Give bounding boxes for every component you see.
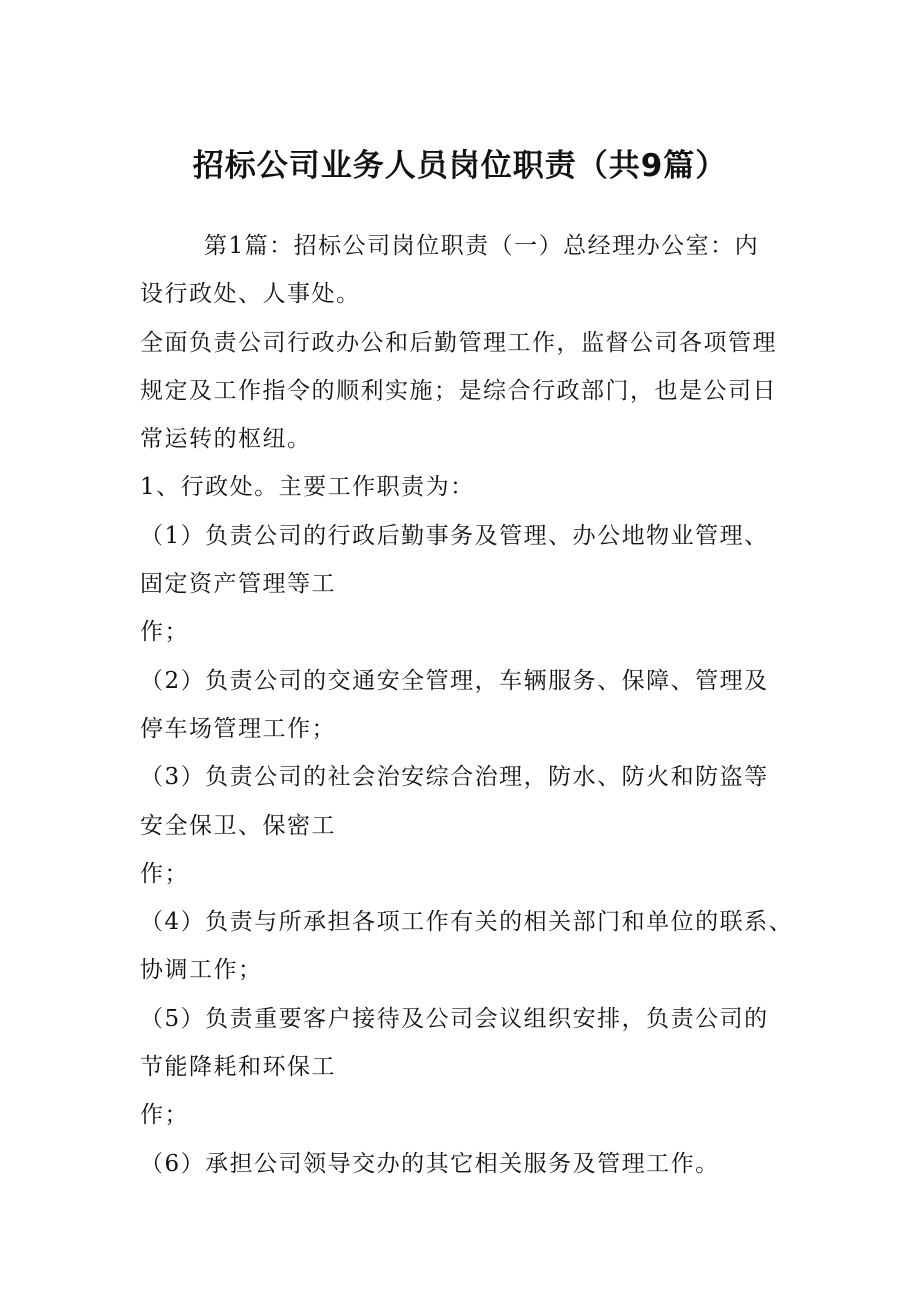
page-title: 招标公司业务人员岗位职责（共9篇）: [192, 148, 728, 184]
paragraph-line: 第1篇：招标公司岗位职责（一）总经理办公室：内: [204, 233, 760, 259]
list-item-line: （6）承担公司领导交办的其它相关服务及管理工作。: [140, 1150, 720, 1177]
section-heading-line: 1、行政处。主要工作职责为：: [140, 474, 475, 501]
list-item-line: 停车场管理工作；: [140, 715, 336, 742]
list-item-line: （5）负责重要客户接待及公司会议组织安排，负责公司的: [140, 1005, 769, 1032]
paragraph-line: 常运转的枢纽。: [140, 426, 312, 453]
list-item-line: 协调工作；: [140, 957, 263, 984]
list-item-line: 节能降耗和环保工: [140, 1054, 336, 1081]
list-item-line: （2）负责公司的交通安全管理，车辆服务、保障、管理及: [140, 667, 769, 694]
list-item-line: （1）负责公司的行政后勤事务及管理、办公地物业管理、: [140, 522, 769, 549]
list-item-line: 固定资产管理等工: [140, 571, 336, 598]
list-item-line: 安全保卫、保密工: [140, 812, 336, 839]
paragraph-line: 规定及工作指令的顺利实施；是综合行政部门，也是公司日: [140, 377, 777, 404]
paragraph-line: 设行政处、人事处。: [140, 281, 361, 308]
list-item-line: （4）负责与所承担各项工作有关的相关部门和单位的联系、: [140, 909, 794, 936]
list-item-line: 作；: [140, 860, 189, 887]
document-body: [140, 222, 800, 1188]
paragraph-line: 全面负责公司行政办公和后勤管理工作，监督公司各项管理: [140, 329, 777, 356]
list-item-line: 作；: [140, 1102, 189, 1129]
list-item-line: 作；: [140, 619, 189, 646]
list-item-line: （3）负责公司的社会治安综合治理，防水、防火和防盗等: [140, 764, 769, 791]
